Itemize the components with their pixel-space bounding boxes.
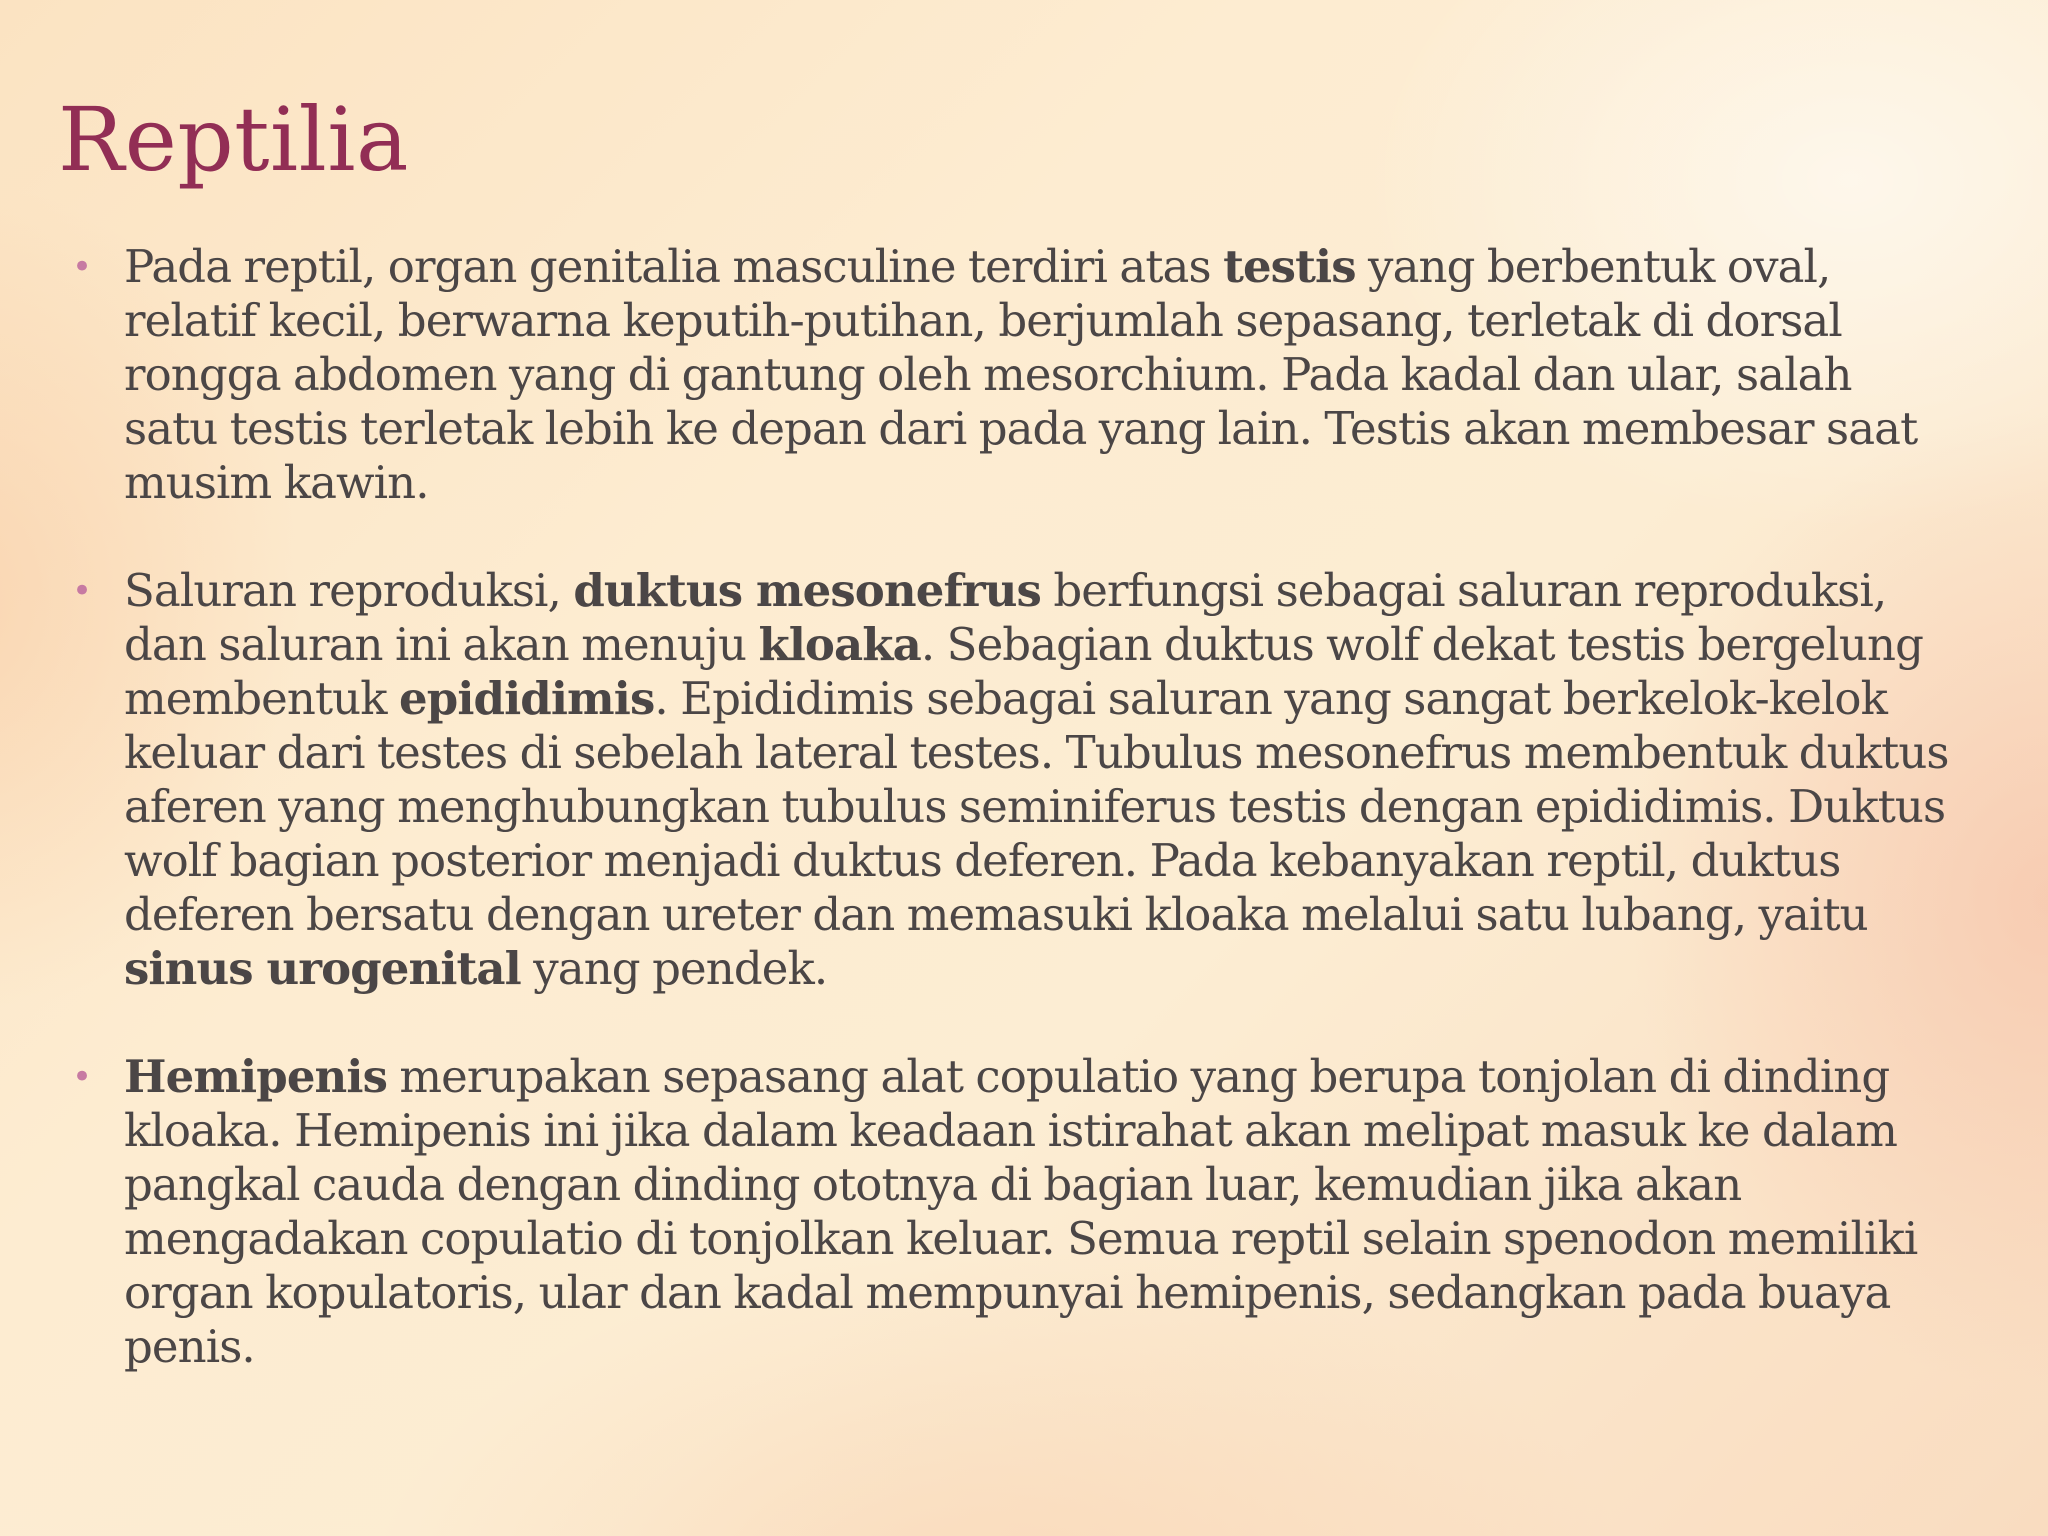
text-segment: Pada reptil, organ genitalia masculine terdiri atas <box>124 240 1224 293</box>
bold-term: sinus urogenital <box>124 942 521 995</box>
slide-title: Reptilia <box>58 88 409 191</box>
bullet-dot-icon: • <box>72 1057 92 1097</box>
bold-term: epididimis <box>399 672 655 725</box>
bold-term: Hemipenis <box>124 1050 387 1103</box>
bullet-text <box>124 564 1949 995</box>
text-segment: berfungsi sebagai saluran reproduksi, dan saluran ini akan menuju <box>124 564 1887 671</box>
bullet-dot-icon: • <box>72 247 92 287</box>
bullet-list <box>0 240 2048 1428</box>
text-segment: . Epididimis sebagai saluran yang sangat berkelok-kelok keluar dari testes di sebelah lateral testes. Tubulus mesonefrus membentuk duktus aferen yang menghubungkan tubulus seminiferus testis dengan epididimis. Duktus wolf bagian posterior menjadi duktus deferen. Pada kebanyakan reptil, duktus deferen bersatu dengan ureter dan memasuki kloaka melalui satu lubang, yaitu <box>124 672 1949 941</box>
text-segment: yang pendek. <box>520 942 828 995</box>
bold-term: duktus mesonefrus <box>573 564 1041 617</box>
bullet-text <box>124 240 1917 509</box>
bullet-text <box>124 1050 1917 1373</box>
text-segment: yang berbentuk oval, relatif kecil, berwarna keputih-putihan, berjumlah sepasang, terletak di dorsal rongga abdomen yang di gantung oleh mesorchium. Pada kadal dan ular, salah satu testis terletak lebih ke depan dari pada yang lain. Testis akan membesar saat musim kawin. <box>124 240 1918 509</box>
bullet-item-testis <box>72 240 1954 510</box>
text-segment: Saluran reproduksi, <box>124 564 574 617</box>
bullet-item-saluran-reproduksi <box>72 564 1954 996</box>
bullet-item-hemipenis <box>72 1050 1954 1374</box>
bold-term: testis <box>1223 240 1356 293</box>
text-segment: . Sebagian duktus wolf dekat testis bergelung membentuk <box>124 618 1923 725</box>
bold-term: kloaka <box>758 618 921 671</box>
bullet-dot-icon: • <box>72 571 92 611</box>
text-segment: merupakan sepasang alat copulatio yang berupa tonjolan di dinding kloaka. Hemipenis ini jika dalam keadaan istirahat akan melipat masuk ke dalam pangkal cauda dengan dinding ototnya di bagian luar, kemudian jika akan mengadakan copulatio di tonjolkan keluar. Semua reptil selain spenodon memiliki organ kopulatoris, ular dan kadal mempunyai hemipenis, sedangkan pada buaya penis. <box>124 1050 1918 1373</box>
